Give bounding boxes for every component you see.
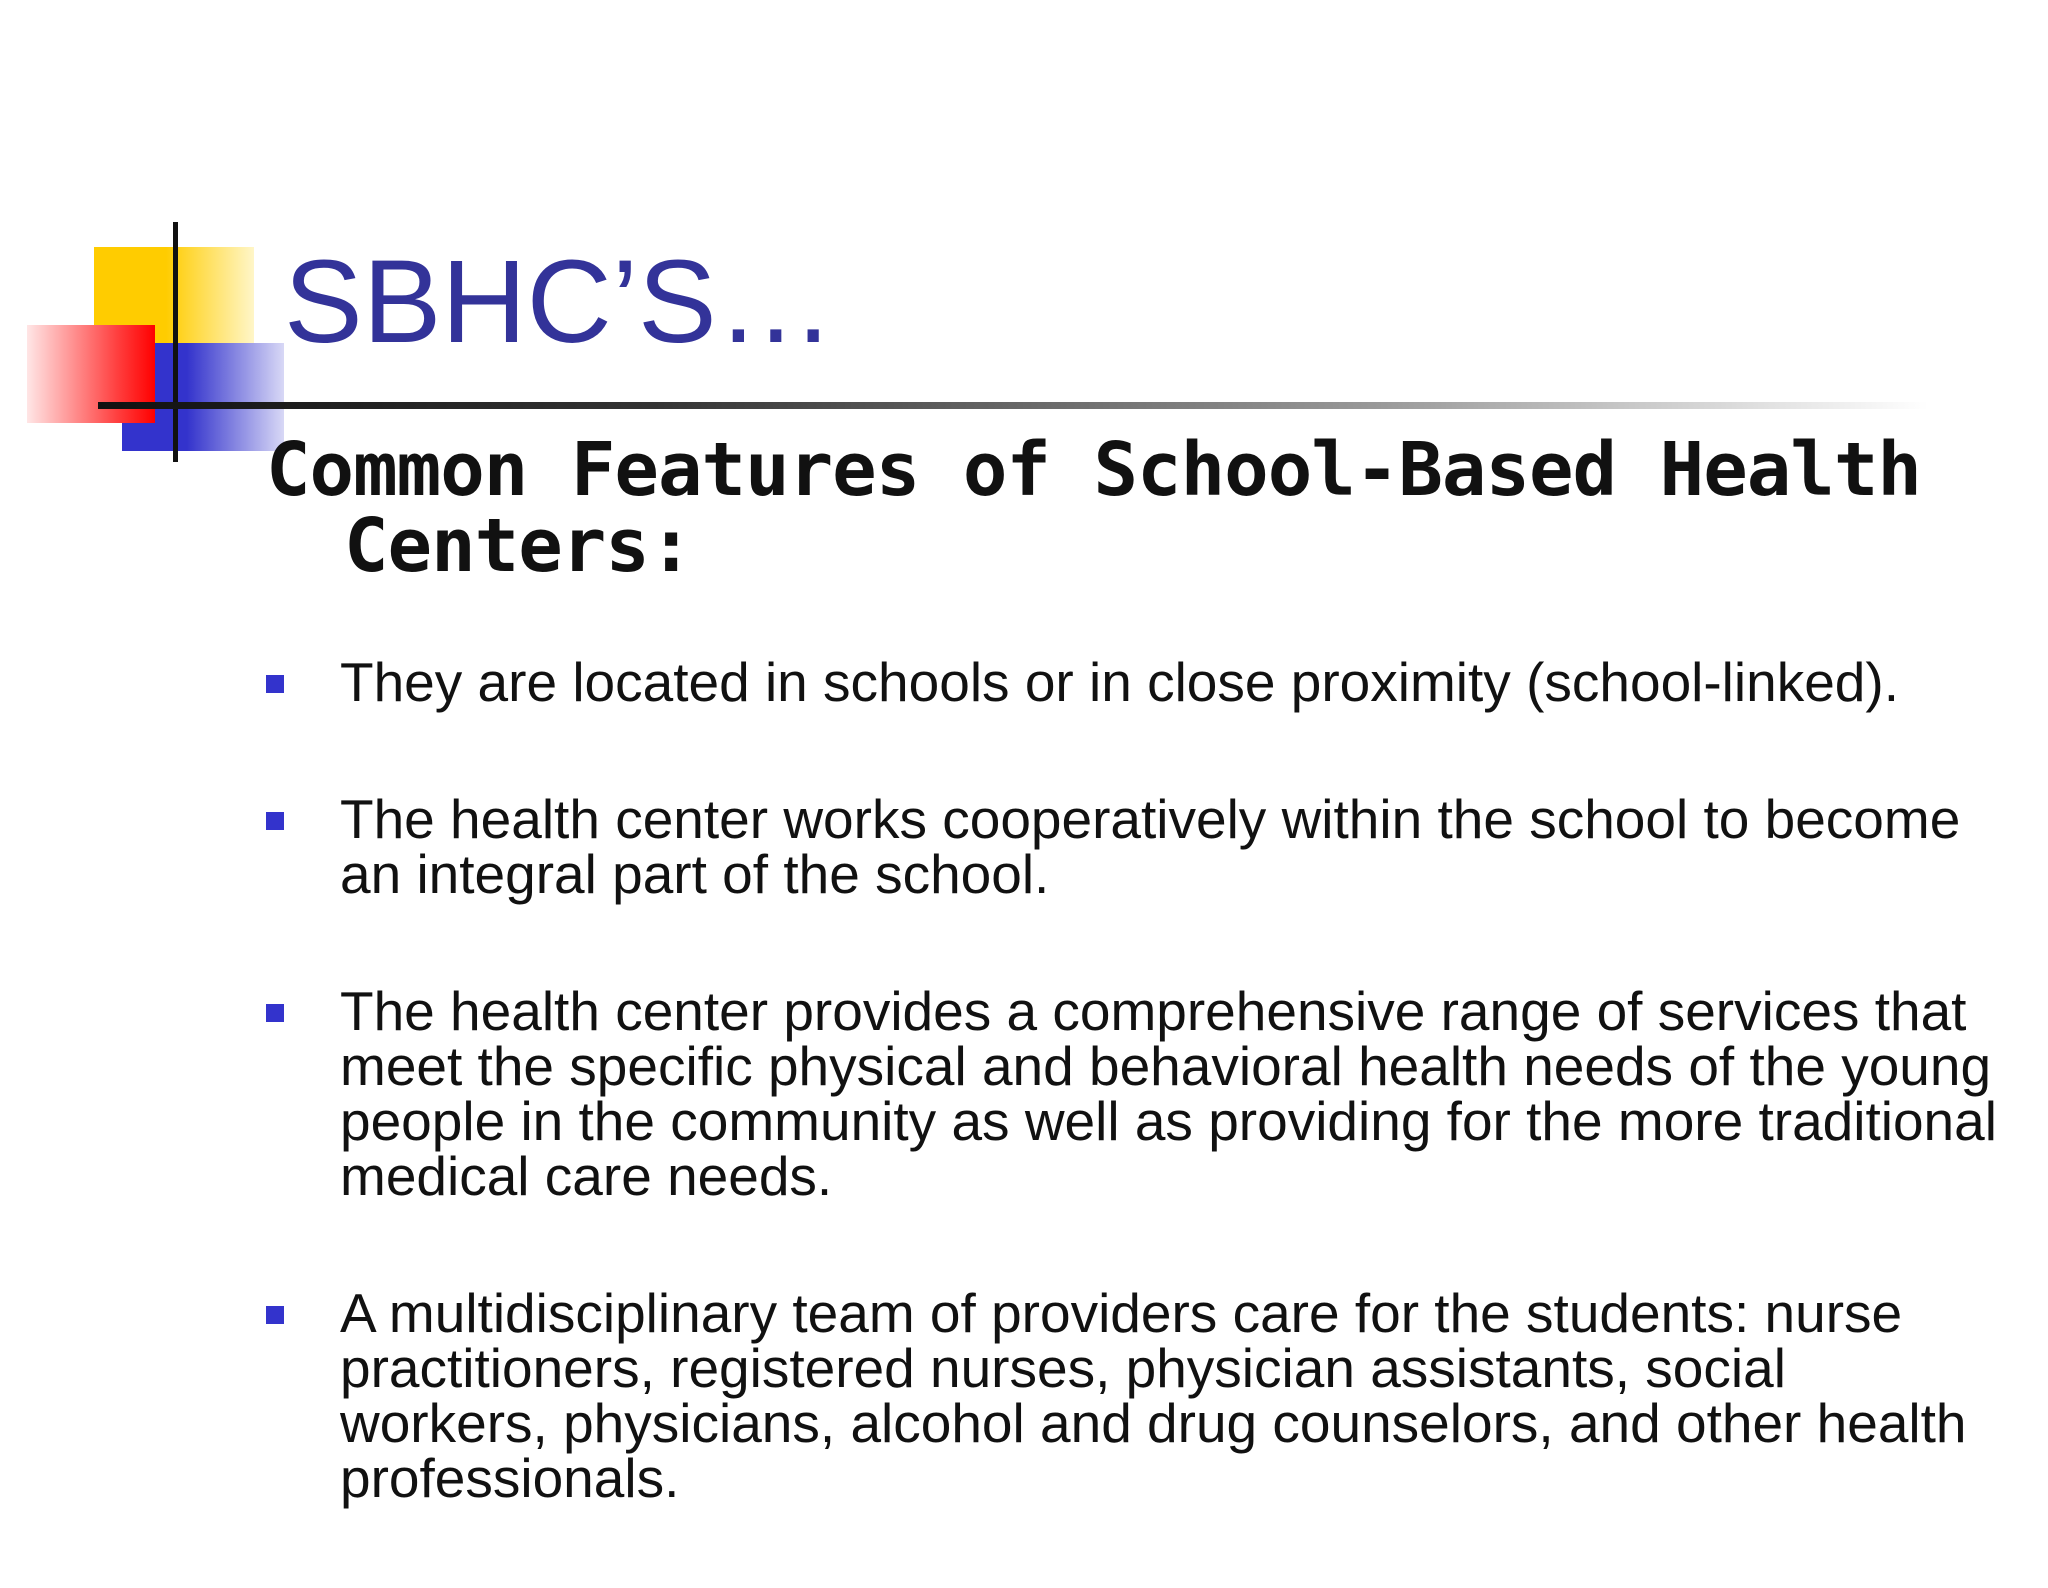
bullet-text: A multidisciplinary team of providers care for the students: nurse practitioners, registered nurses, physician assistants, social workers, physicians, alcohol and drug counselors, and other health professionals. xyxy=(340,1282,1967,1509)
bullet-square-icon xyxy=(266,812,284,830)
bullet-text: The health center provides a comprehensive range of services that meet the specific physical and behavioral health needs of the young people in the community as well as providing for the more traditional medical care needs. xyxy=(340,980,1997,1207)
bullet-item xyxy=(262,1282,2002,1509)
bullet-list xyxy=(262,651,2002,1588)
title-underline xyxy=(98,402,1928,409)
bullet-item xyxy=(262,651,2002,713)
bullet-square-icon xyxy=(266,1004,284,1022)
slide-subtitle: Common Features of School-Based Health Centers: xyxy=(266,427,1921,589)
bullet-item xyxy=(262,788,2002,905)
bullet-square-icon xyxy=(266,1306,284,1324)
decor-vertical-line xyxy=(173,222,178,462)
slide-title: SBHC’S… xyxy=(284,236,835,368)
bullet-item xyxy=(262,980,2002,1207)
bullet-text: The health center works cooperatively within the school to become an integral part of the school. xyxy=(340,788,1961,905)
bullet-square-icon xyxy=(266,675,284,693)
bullet-text: They are located in schools or in close proximity (school-linked). xyxy=(340,651,1899,713)
